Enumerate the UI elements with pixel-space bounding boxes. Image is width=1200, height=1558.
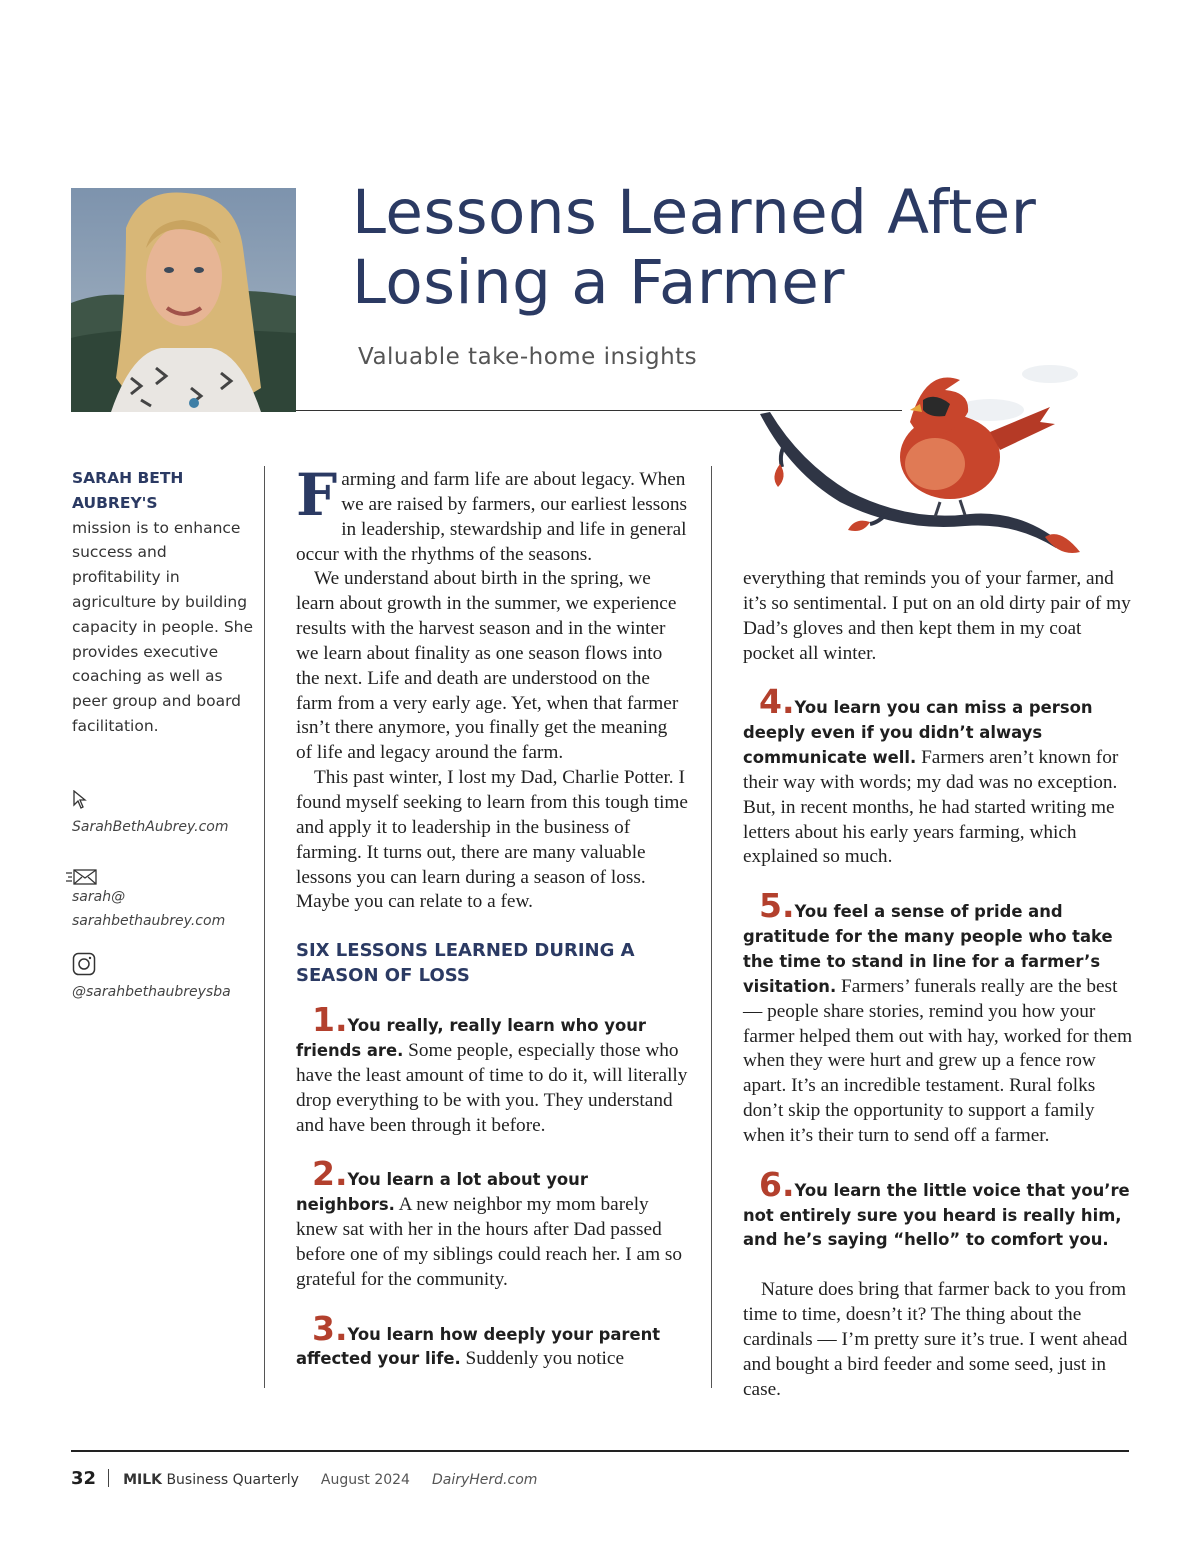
paragraph-1-text: arming and farm life are about legacy. When we are raised by farmers, our earliest lessons in leadership, stewardship and life in general occur with the rhythms of the seasons. <box>296 469 688 565</box>
author-email-line1: sarah@ <box>72 889 126 905</box>
lesson-number: 3. <box>312 1308 348 1348</box>
lesson-2 <box>296 1154 688 1292</box>
intro-paragraph <box>296 461 688 567</box>
magazine-name-bold: MILK <box>123 1472 162 1488</box>
lesson-number: 4. <box>759 682 795 722</box>
column-divider-left <box>264 466 265 1388</box>
lesson-text: Suddenly you notice <box>460 1348 625 1370</box>
lesson-lead: You learn the little voice that you’re not entirely sure you heard is really him, and he’s saying “hello” to comfort you. <box>743 1180 1130 1250</box>
lesson-number: 6. <box>759 1164 795 1204</box>
lesson-lead: You learn a lot about your neighbors. <box>296 1170 588 1215</box>
author-bio-text: mission is to enhance success and profitability in agriculture by building capacity in people. She provides executive coaching as well as peer group and board facilitation. <box>72 518 254 735</box>
lesson-lead: You feel a sense of pride and gratitude for the many people who take the time to stand in line for a farmer’s visitation. <box>743 902 1113 996</box>
lesson-3 <box>296 1308 688 1373</box>
footer-divider <box>71 1450 1129 1452</box>
author-email-line2: sarahbethaubrey.com <box>72 913 226 929</box>
footer-separator <box>108 1469 109 1487</box>
lesson-text: A new neighbor my mom barely knew sat with her in the hours after Dad passed before one of my siblings could reach her. I am so grateful for the community. <box>296 1194 683 1290</box>
author-bio <box>72 466 257 739</box>
lesson-text: Some people, especially those who have the least amount of time to do it, will literally drop everything to be with you. They understand and have been through it before. <box>296 1040 688 1136</box>
body-column-2 <box>743 567 1133 1402</box>
instagram-icon <box>72 952 96 981</box>
author-website[interactable]: SarahBethAubrey.com <box>72 819 229 835</box>
lesson-number: 2. <box>312 1154 348 1194</box>
drop-cap: F <box>296 461 338 529</box>
column-divider-right <box>711 466 712 1388</box>
cardinal-illustration <box>760 352 1100 570</box>
body-column-1 <box>296 461 688 1372</box>
author-photo <box>71 188 296 412</box>
article-title <box>352 178 1152 318</box>
lesson-3-continued: everything that reminds you of your farmer, and it’s so sentimental. I put on an old dirty pair of my Dad’s gloves and then kept them in my coat pocket all winter. <box>743 568 1131 664</box>
section-heading: SIX LESSONS LEARNED DURING A SEASON OF LOSS <box>296 940 635 987</box>
lesson-lead: You learn you can miss a person deeply even if you didn’t always communicate well. <box>743 698 1093 768</box>
lesson-6 <box>743 1164 1133 1254</box>
title-line-1: Lessons Learned After <box>352 177 1037 248</box>
lesson-lead: You really, really learn who your friends are. <box>296 1016 646 1061</box>
lesson-number: 1. <box>312 1000 348 1040</box>
lesson-lead: You learn how deeply your parent affected your life. <box>296 1324 661 1369</box>
page-footer <box>71 1468 537 1489</box>
title-line-2: Losing a Farmer <box>352 247 845 318</box>
magazine-name-rest: Business Quarterly <box>166 1472 299 1488</box>
lesson-number: 5. <box>759 886 795 926</box>
lesson-1 <box>296 1000 688 1138</box>
lesson-text: Farmers aren’t known for their way with words; my dad was no exception. But, in recent months, he had started writing me letters about his early years farming, which explained so much. <box>743 747 1119 868</box>
magazine-name <box>123 1472 299 1488</box>
issue-date: August 2024 <box>320 1472 410 1488</box>
paragraph-2: We understand about birth in the spring, we learn about growth in the summer, we experience results with the harvest season and in the winter we learn about finality as one season flows into the next. Life and death are understood on the farm from a very early age. Yet, when that farmer isn’t there anymore, you finally get the meaning of life and legacy around the farm. <box>296 568 679 764</box>
closing-paragraph: Nature does bring that farmer back to you from time to time, doesn’t it? The thing about the cardinals — I’m pretty sure it’s true. I went ahead and bought a bird feeder and some seed, just in case. <box>743 1279 1128 1400</box>
author-instagram[interactable]: @sarahbethaubreysba <box>72 984 231 1000</box>
page-number: 32 <box>71 1468 97 1489</box>
lesson-4 <box>743 682 1133 870</box>
author-name: SARAH BETH AUBREY'S <box>72 469 184 512</box>
paragraph-3: This past winter, I lost my Dad, Charlie Potter. I found myself seeking to learn from this tough time and apply it to leadership in the business of farming. It turns out, there are many valuable lessons you can learn during a season of loss. Maybe you can relate to a few. <box>296 767 688 913</box>
lesson-5 <box>743 886 1133 1148</box>
footer-website[interactable]: DairyHerd.com <box>431 1472 538 1488</box>
author-email[interactable] <box>72 885 225 933</box>
cursor-icon <box>72 790 88 815</box>
lesson-text: Farmers’ funerals really are the best — people share stories, remind you how your farmer helped them out with hay, worked for them when they were hurt and grew up a fence row apart. It’s an incredible testament. Rural folks don’t skip the opportunity to support a family when it’s their turn to send off a farmer. <box>743 975 1133 1146</box>
article-subtitle: Valuable take-home insights <box>358 344 698 370</box>
